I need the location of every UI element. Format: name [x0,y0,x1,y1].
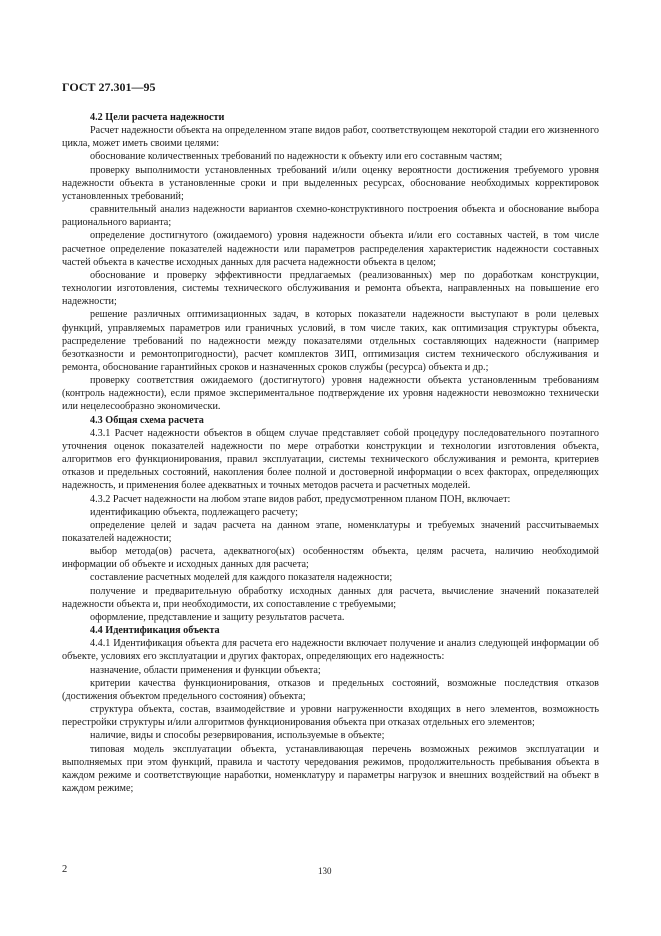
page-number: 2 [62,864,68,875]
document-body [62,111,599,795]
paragraph: наличие, виды и способы резервирования, используемые в объекте; [90,730,385,742]
section-heading-4-4: 4.4 Идентификация объекта [90,625,220,637]
paragraph: 4.3.2 Расчет надежности на любом этапе видов работ, предусмотренном планом ПОН, включает: [90,493,511,505]
paragraph: решение различных оптимизационных задач, в которых показатели надежности выступают в роли целевых функций, управляемых параметров или граничных условий, в том числе таких, как оптимизация структуры объекта, распределение требований по надежности между показателями отдельных составляющих надежности (например безотказности и ремонтопригодности), расчет комплектов ЗИП, оптимизация систем технического обслуживания и ремонта, обоснование гарантийных сроков и назначенных сроков службы (ресурса) объекта и др.; [62,309,599,373]
paragraph: определение достигнутого (ожидаемого) уровня надежности объекта и/или его составных частей, в том числе расчетное определение показателей надежности или параметров распределения характеристик надежности составных частей объекта в качестве исходных данных для расчета надежности объекта в целом; [62,230,599,268]
paragraph: типовая модель эксплуатации объекта, устанавливающая перечень возможных режимов эксплуатации и выполняемых при этом функций, правила и частоту чередования режимов, продолжительность пребывания объекта в каждом режиме и соответствующие наработки, номенклатуру и параметры нагрузок и внешних воздействий на объект в каждом режиме; [62,743,599,794]
paragraph: выбор метода(ов) расчета, адекватного(ых) особенностям объекта, целям расчета, наличию необходимой информации об объекте и исходных данных для расчета; [62,546,599,571]
paragraph: обоснование количественных требований по надежности к объекту или его составным частям; [90,151,503,163]
sheet-number: 130 [318,866,332,876]
paragraph: идентификацию объекта, подлежащего расчету; [90,506,298,518]
paragraph: 4.3.1 Расчет надежности объектов в общем случае представляет собой процедуру последовательного поэтапного уточнения оценок показателей надежности по мере отработки конструкции и технологии изготовления объекта, алгоритмов его функционирования, правил эксплуатации, системы технического обслуживания и ремонта, критериев отказов и предельных состояний, накопления более полной и достоверной информации о всех факторах, определяющих надежность, и применения более адекватных и точных методов расчета и расчетных моделей. [62,427,599,492]
paragraph: обоснование и проверку эффективности предлагаемых (реализованных) мер по доработкам конструкции, технологии изготовления, системы технического обслуживания и ремонта объекта, направленных на повышение его надежности; [62,269,599,308]
paragraph: 4.4.1 Идентификация объекта для расчета его надежности включает получение и анализ следующей информации об объекте, условиях его эксплуатации и других факторах, определяющих его надежность: [62,638,599,663]
paragraph: оформление, представление и защиту результатов расчета. [90,611,345,623]
paragraph: структура объекта, состав, взаимодействие и уровни нагруженности входящих в него элементов, возможность перестройки структуры и/или алгоритмов функционирования объекта при отказах отдельных его элементов; [62,704,599,729]
paragraph: составление расчетных моделей для каждого показателя надежности; [90,572,393,584]
paragraph: Расчет надежности объекта на определенном этапе видов работ, соответствующем некоторой стадии его жизненного цикла, может иметь своими целями: [62,125,599,150]
paragraph: проверку соответствия ожидаемого (достигнутого) уровня надежности объекта установленным требованиям (контроль надежности), если прямое экспериментальное подтверждение их уровня надежности невозможно технически или нецелесообразно экономически. [62,375,599,413]
document-code: ГОСТ 27.301—95 [62,80,156,94]
paragraph: сравнительный анализ надежности вариантов схемно-конструктивного построения объекта и обоснование выбора рационального варианта; [62,204,599,229]
paragraph: проверку выполнимости установленных требований и/или оценку вероятности достижения требуемого уровня надежности объекта в установленные сроки и при выделенных ресурсах, обоснование необходимых корректировок установленных требований; [62,164,599,202]
section-heading-4-3: 4.3 Общая схема расчета [90,414,204,426]
paragraph: назначение, области применения и функции объекта; [90,664,321,676]
paragraph: критерии качества функционирования, отказов и предельных состояний, возможные последствия отказов (достижения объектом предельного состояния) объекта; [62,677,599,702]
paragraph: получение и предварительную обработку исходных данных для расчета, вычисление значений показателей надежности объекта и, при необходимости, их сопоставление с требуемыми; [62,585,599,610]
section-heading-4-2: 4.2 Цели расчета надежности [90,112,225,123]
paragraph: определение целей и задач расчета на данном этапе, номенклатуры и требуемых значений рассчитываемых показателей надежности; [62,519,599,544]
